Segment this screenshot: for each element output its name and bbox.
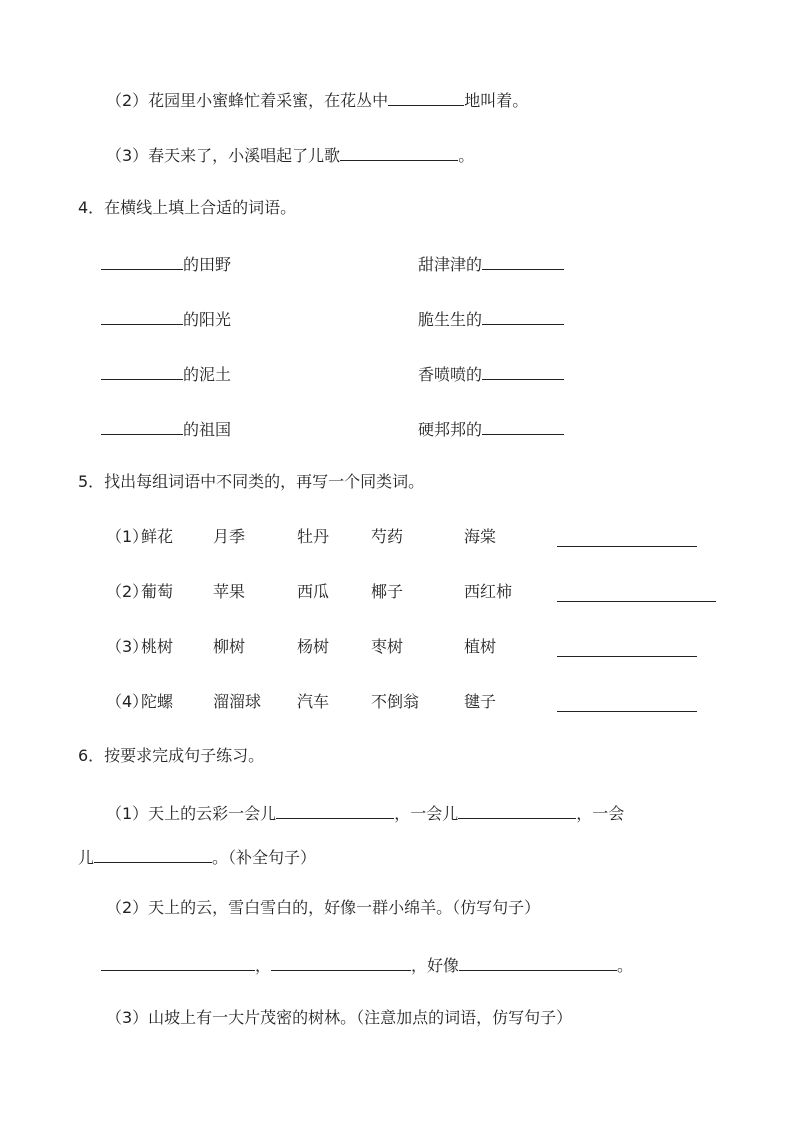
q4-right-label-1: 甜津津的 <box>418 255 483 274</box>
q4-right-label-3: 香喷喷的 <box>418 365 483 384</box>
q5-row-2-word-5: 西红柿 <box>464 582 513 601</box>
q4-left-item-1 <box>101 252 231 275</box>
q6-s1-blank-1[interactable] <box>276 801 394 819</box>
q3-item-3-blank[interactable] <box>340 143 458 161</box>
q5-row-2-num: （2） <box>106 582 149 601</box>
q5-row-1-word-3: 牡丹 <box>297 527 330 546</box>
q6-sentence-2-answer <box>101 953 633 976</box>
q5-row-1-blank[interactable] <box>557 545 697 547</box>
q4-left-label-4: 的祖国 <box>183 420 232 439</box>
q4-right-item-4 <box>418 417 564 440</box>
q5-row-2-word-4: 椰子 <box>371 582 404 601</box>
q3-item-3-text-b: 。 <box>458 146 475 165</box>
q6-s1-text-b: ，一会儿 <box>394 804 459 823</box>
q4-left-blank-3[interactable] <box>101 362 183 380</box>
q4-left-blank-1[interactable] <box>101 252 183 270</box>
q4-right-item-2 <box>418 307 564 330</box>
q5-title: 5．找出每组词语中不同类的，再写一个同类词。 <box>78 472 425 491</box>
q4-right-blank-3[interactable] <box>482 362 564 380</box>
q4-right-item-3 <box>418 362 564 385</box>
q6-s1-text-c: ，一会 <box>576 804 625 823</box>
q5-row-4-word-5: 毽子 <box>464 692 497 711</box>
q4-left-label-1: 的田野 <box>183 255 232 274</box>
q5-row-4-word-2: 溜溜球 <box>213 692 262 711</box>
q5-row-4-blank[interactable] <box>557 710 697 712</box>
q4-left-blank-4[interactable] <box>101 417 183 435</box>
q3-item-2 <box>106 88 528 111</box>
q6-s1-text-a: （1）天上的云彩一会儿 <box>106 804 277 823</box>
q4-right-blank-4[interactable] <box>482 417 564 435</box>
q5-row-4-word-1: 陀螺 <box>141 692 174 711</box>
q6-title: 6．按要求完成句子练习。 <box>78 746 265 765</box>
q6-s1-blank-2[interactable] <box>458 801 576 819</box>
q3-item-2-text-a: （2）花园里小蜜蜂忙着采蜜，在花丛中 <box>106 91 389 110</box>
q6-s1-text-e: 。（补全句子） <box>212 848 317 867</box>
q6-s2-end: 。 <box>617 956 634 975</box>
q5-row-3-word-3: 杨树 <box>297 637 330 656</box>
q5-row-1-word-5: 海棠 <box>464 527 497 546</box>
q5-row-4-num: （4） <box>106 692 149 711</box>
q5-row-3-word-4: 枣树 <box>371 637 404 656</box>
q6-s2-haoxiang: ，好像 <box>411 956 460 975</box>
q6-s1-text-d: 儿 <box>78 848 95 867</box>
q5-row-4-word-4: 不倒翁 <box>371 692 420 711</box>
q3-item-3 <box>106 143 474 166</box>
q5-row-3-word-5: 植树 <box>464 637 497 656</box>
q3-item-2-blank[interactable] <box>388 88 464 106</box>
q5-row-2-blank[interactable] <box>557 600 716 602</box>
q3-item-3-text-a: （3）春天来了，小溪唱起了儿歌 <box>106 146 341 165</box>
q6-s2-blank-1[interactable] <box>101 953 255 971</box>
q4-left-item-4 <box>101 417 231 440</box>
q4-left-item-2 <box>101 307 231 330</box>
q4-title: 4．在横线上填上合适的词语。 <box>78 198 297 217</box>
q5-row-1-num: （1） <box>106 527 149 546</box>
q6-sentence-2: （2）天上的云，雪白雪白的，好像一群小绵羊。（仿写句子） <box>106 898 541 917</box>
q5-row-3-word-2: 柳树 <box>213 637 246 656</box>
q4-left-label-3: 的泥土 <box>183 365 232 384</box>
q5-row-4-word-3: 汽车 <box>297 692 330 711</box>
q6-sentence-1-cont <box>78 845 316 868</box>
q4-right-item-1 <box>418 252 564 275</box>
q5-row-2-word-3: 西瓜 <box>297 582 330 601</box>
q4-left-label-2: 的阳光 <box>183 310 232 329</box>
q6-s1-blank-3[interactable] <box>94 845 212 863</box>
q3-item-2-text-b: 地叫着。 <box>464 91 529 110</box>
q5-row-2-word-1: 葡萄 <box>141 582 174 601</box>
q4-left-blank-2[interactable] <box>101 307 183 325</box>
q6-sentence-3: （3）山坡上有一大片茂密的树林。（注意加点的词语，仿写句子） <box>106 1008 573 1027</box>
q5-row-3-blank[interactable] <box>557 655 697 657</box>
q5-row-3-word-1: 桃树 <box>141 637 174 656</box>
q6-s2-blank-3[interactable] <box>459 953 617 971</box>
q6-s2-comma: ， <box>255 956 272 975</box>
q6-sentence-1 <box>106 801 624 824</box>
q5-row-2-word-2: 苹果 <box>213 582 246 601</box>
q5-row-1-word-1: 鲜花 <box>141 527 174 546</box>
q4-left-item-3 <box>101 362 231 385</box>
q4-right-label-2: 脆生生的 <box>418 310 483 329</box>
q5-row-3-num: （3） <box>106 637 149 656</box>
q5-row-1-word-2: 月季 <box>213 527 246 546</box>
q4-right-label-4: 硬邦邦的 <box>418 420 483 439</box>
q6-s2-blank-2[interactable] <box>271 953 411 971</box>
q4-right-blank-2[interactable] <box>482 307 564 325</box>
q5-row-1-word-4: 芍药 <box>371 527 404 546</box>
q4-right-blank-1[interactable] <box>482 252 564 270</box>
